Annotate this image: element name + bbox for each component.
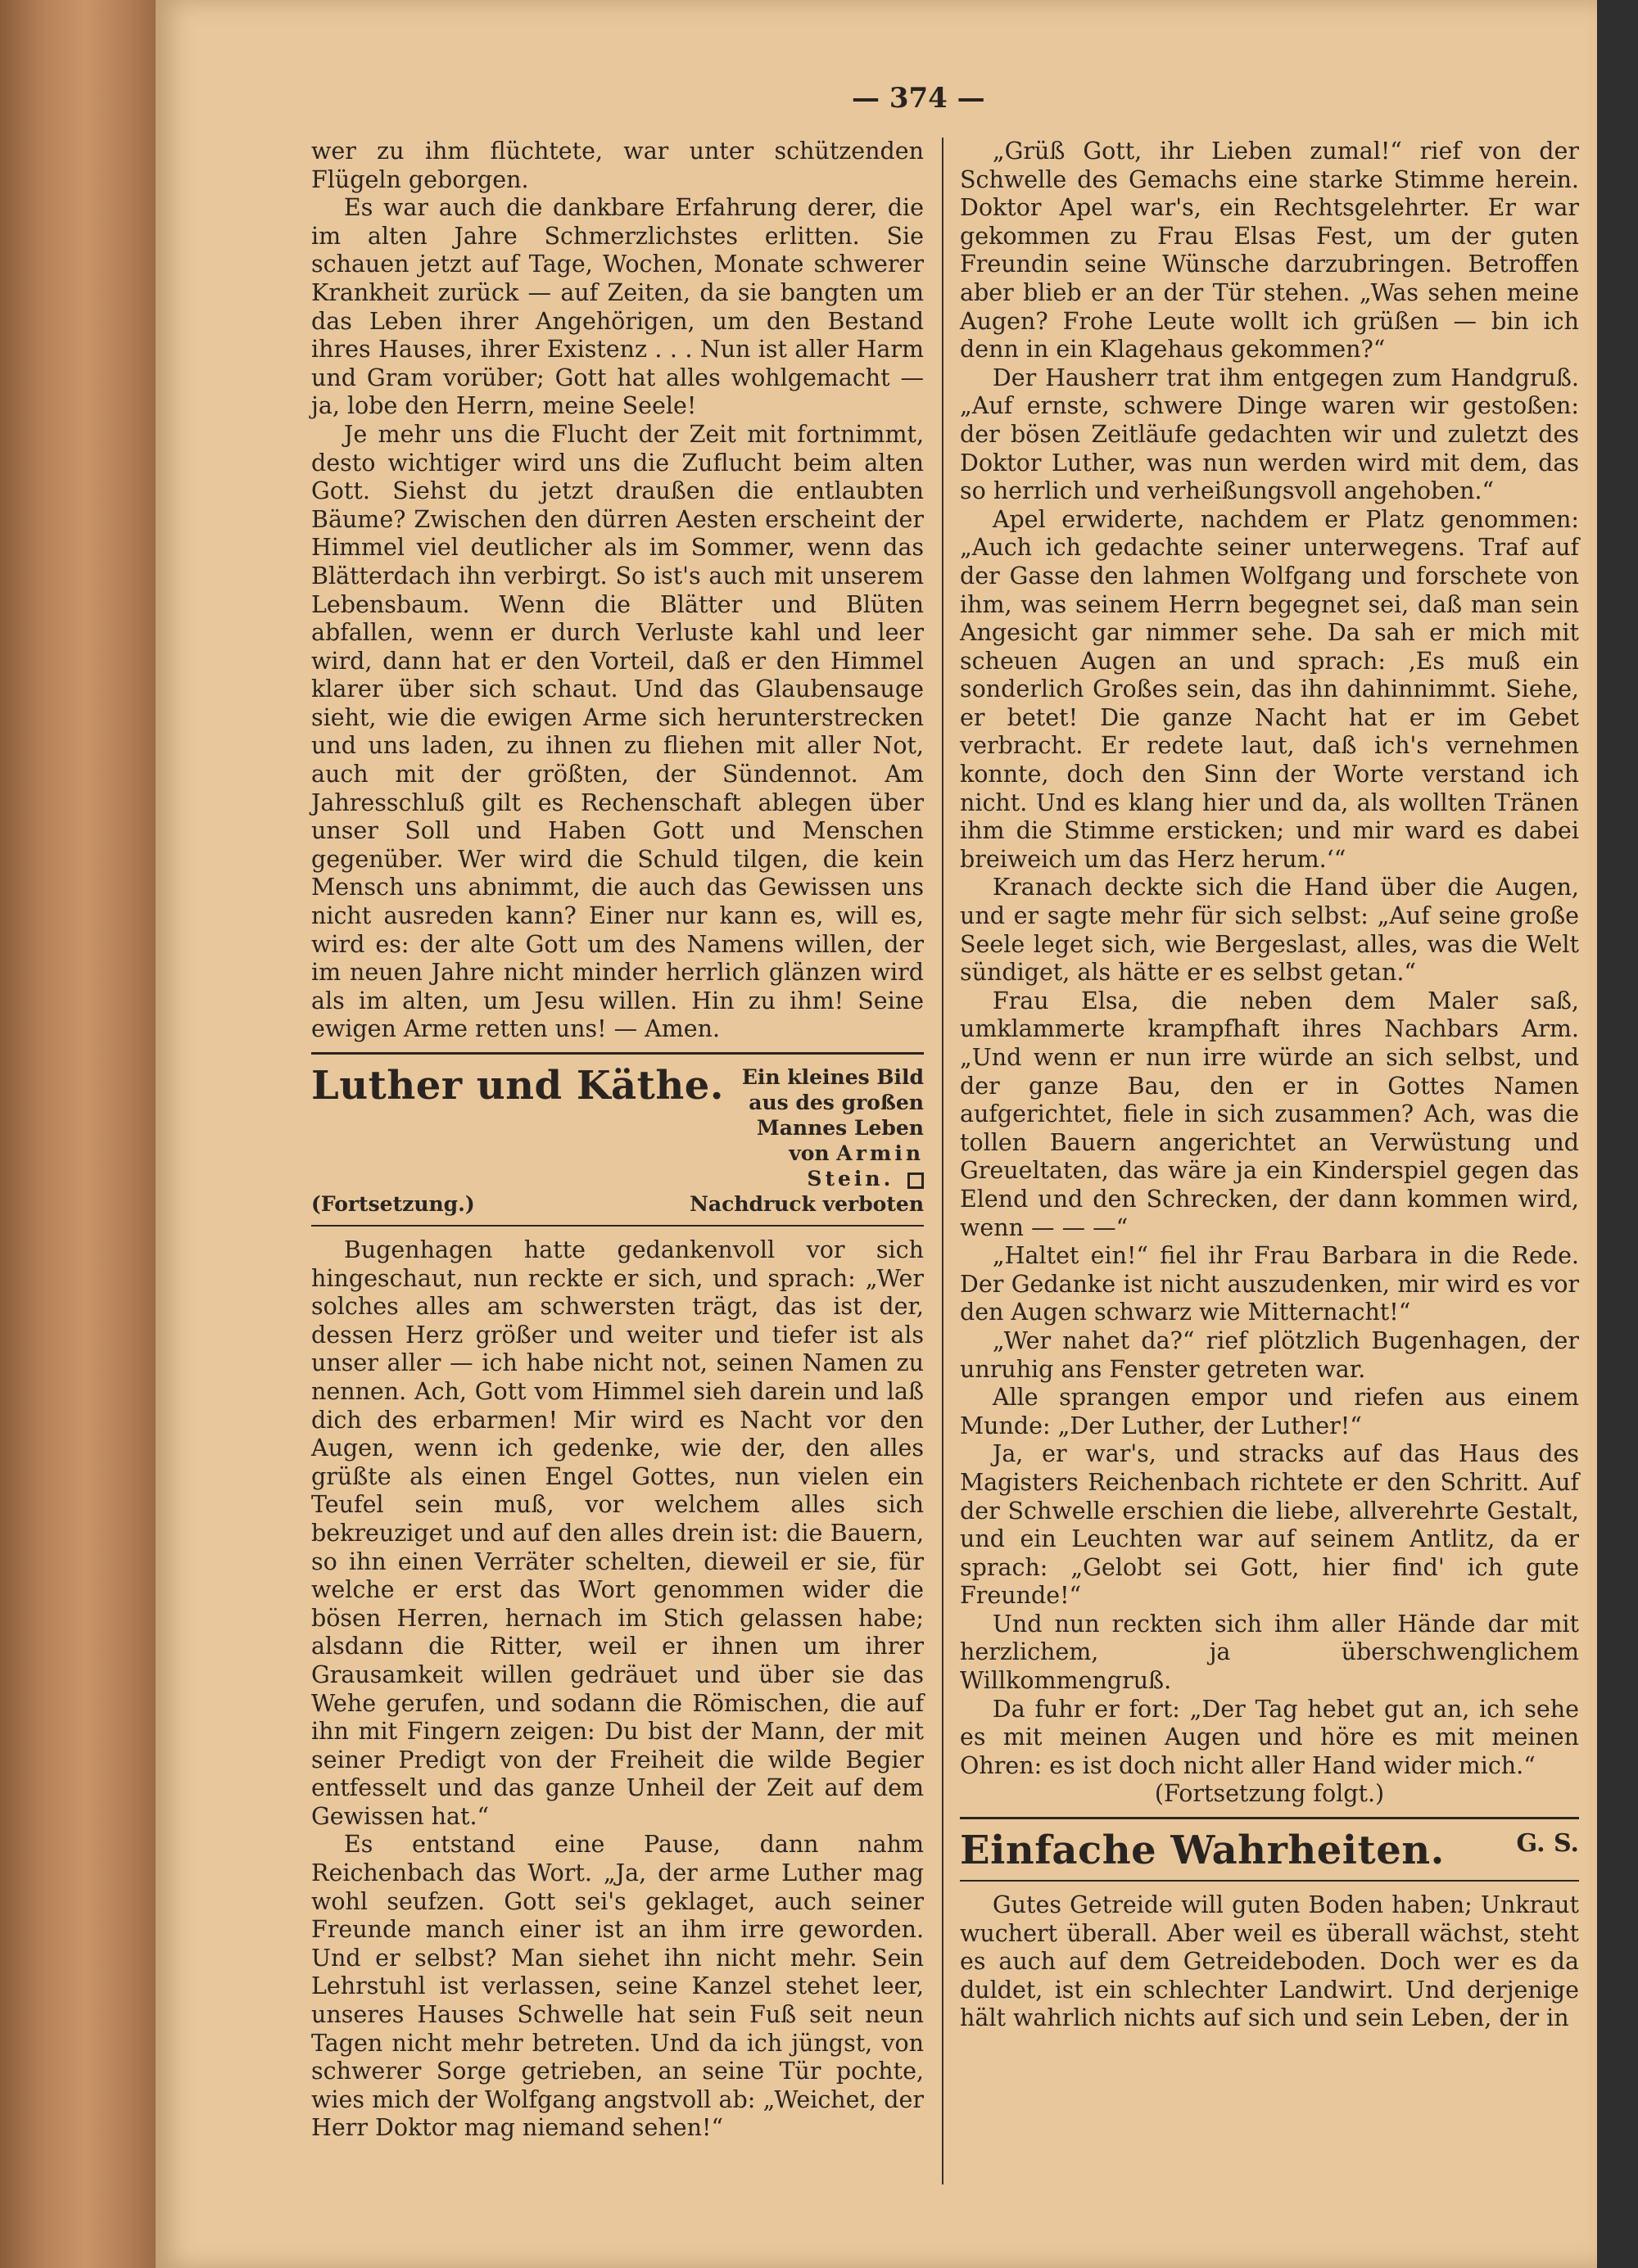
page-number: — 374 —: [852, 82, 985, 115]
paragraph: Der Hausherr trat ihm entgegen zum Handgruß. „Auf ernste, schwere Dinge waren wir gestoßen: der bösen Zeitläufe gedachten wir und zuletzt des Doktor Luther, was nun werden wird mit dem, das so herrlich und verheißungsvoll angehoben.“: [960, 364, 1579, 505]
right-column: [960, 138, 1579, 2033]
paragraph: Je mehr uns die Flucht der Zeit mit fortnimmt, desto wichtiger wird uns die Zuflucht beim alten Gott. Siehst du jetzt draußen die entlaubten Bäume? Zwischen den dürren Aesten erscheint der Himmel viel deutlicher als im Sommer, wenn das Blätterdach ihn verbirgt. So ist's auch mit unserem Lebensbaum. Wenn die Blätter und Blüten abfallen, wenn er durch Verluste kahl und leer wird, dann hat er den Vorteil, daß er den Himmel klarer über sich schaut. Und das Glaubensauge sieht, wie die ewigen Arme sich herunterstrecken und uns laden, zu ihnen zu fliehen mit aller Not, auch mit der größten, der Sündennot. Am Jahresschluß gilt es Rechenschaft ablegen über unser Soll und Haben Gott und Menschen gegenüber. Wer wird die Schuld tilgen, die kein Mensch uns abnimmt, die auch das Gewissen uns nicht ausreden kann? Einer nur kann es, will es, wird es: der alte Gott um des Namens willen, der im neuen Jahre nicht minder herrlich glänzen wird als im alten, um Jesu willen. Hin zu ihm! Seine ewigen Arme retten uns! — Amen.: [311, 420, 924, 1043]
paragraph: „Grüß Gott, ihr Lieben zumal!“ rief von der Schwelle des Gemachs eine starke Stimme herein. Doktor Apel war's, ein Rechtsgelehrter. Er war gekommen zu Frau Elsas Fest, um der guten Freundin seine Wünsche darzubringen. Betroffen aber blieb er an der Tür stehen. „Was sehen meine Augen? Frohe Leute wollt ich grüßen — bin ich denn in ein Klagehaus gekommen?“: [960, 138, 1579, 364]
continued-label: (Fortsetzung.): [311, 1192, 475, 1216]
paragraph: Apel erwiderte, nachdem er Platz genommen: „Auch ich gedachte seiner unterwegens. Traf auf der Gasse den lahmen Wolfgang und forschete von ihm, was seinem Herrn begegnet sei, daß man sein Angesicht gar nimmer sehe. Da sah er mich mit scheuen Augen an und sprach: ‚Es muß ein sonderlich Großes sein, das ihn dahinnimmt. Siehe, er betet! Die ganze Nacht hat er im Gebet verbracht. Er redete laut, daß ich's vernehmen konnte, doch den Sinn der Worte verstand ich nicht. Und es klang hier und da, als wollten Tränen ihm die Stimme ersticken; und mir ward es dabei breiweich um das Herz herum.‘“: [960, 505, 1579, 873]
paragraph: Es entstand eine Pause, dann nahm Reichenbach das Wort. „Ja, der arme Luther mag wohl seufzen. Gott sei's geklaget, auch seiner Freunde manch einer ist an ihm irre geworden. Und er selbst? Man siehet ihn nicht mehr. Sein Lehrstuhl ist verlassen, seine Kanzel stehet leer, unseres Hauses Schwelle hat sein Fuß seit neun Tagen nicht mehr betreten. Und da ich jüngst, von schwerer Sorge getrieben, an seine Tür pochte, wies mich der Wolfgang angstvoll ab: „Weichet, der Herr Doktor mag niemand sehen!“: [311, 1831, 924, 2142]
book-edge: [0, 0, 156, 2268]
heading-rule: [311, 1225, 924, 1227]
left-column: [311, 138, 924, 2143]
section-rule: [960, 1817, 1579, 1819]
heading-rule: [960, 1880, 1579, 1882]
paragraph: Ja, er war's, und stracks auf das Haus des Magisters Reichenbach richtete er den Schritt. Auf der Schwelle erschien die liebe, allverehrte Gestalt, und ein Leuchten war auf seinem Antlitz, da er sprach: „Gelobt sei Gott, hier find' ich gute Freunde!“: [960, 1440, 1579, 1610]
square-ornament-icon: [907, 1172, 924, 1189]
paragraph: Da fuhr er fort: „Der Tag hebet gut an, ich sehe es mit meinen Augen und höre es mit meinen Ohren: es ist doch nicht aller Hand wider mich.“: [960, 1695, 1579, 1779]
article-subtitle-text: Ein kleines Bild aus des großen Mannes Leben von: [741, 1065, 924, 1165]
paragraph: Frau Elsa, die neben dem Maler saß, umklammerte krampfhaft ihres Nachbars Arm. „Und wenn er nun irre würde an sich selbst, und der ganze Bau, den er in Gottes Namen aufgerichtet, fiele in sich zusammen? Ach, was die tollen Bauern angerichtet an Verwüstung und Greueltaten, das wäre ja ein Kinderspiel gegen das Elend und den Schrecken, der dann kommen wird, wenn — — —“: [960, 987, 1579, 1241]
article-heading: [311, 1064, 924, 1191]
article-author: Armin Stein.: [807, 1141, 924, 1190]
paragraph: Alle sprangen empor und riefen aus einem Munde: „Der Luther, der Luther!“: [960, 1384, 1579, 1439]
paragraph: „Haltet ein!“ fiel ihr Frau Barbara in die Rede. Der Gedanke ist nicht auszudenken, mir wird es vor den Augen schwarz wie Mitternacht!“: [960, 1242, 1579, 1326]
paragraph: Es war auch die dankbare Erfahrung derer, die im alten Jahre Schmerzlichstes erlitten. Sie schauen jetzt auf Tage, Wochen, Monate schwerer Krankheit zurück — auf Zeiten, da sie bangten um das Leben ihrer Angehörigen, um den Bestand ihres Hauses, ihrer Existenz . . . Nun ist aller Harm und Gram vorüber; Gott hat alles wohlgemacht — ja, lobe den Herrn, meine Seele!: [311, 194, 924, 420]
continued-footer: (Fortsetzung folgt.): [1154, 1780, 1385, 1808]
section-rule: [311, 1052, 924, 1055]
paragraph: Gutes Getreide will guten Boden haben; Unkraut wuchert überall. Aber weil es überall wächst, steht es auch auf dem Getreideboden. Doch wer es da duldet, ist ein schlechter Landwirt. Und derjenige hält wahrlich nichts auf sich und sein Leben, der in: [960, 1891, 1579, 2032]
paragraph: Bugenhagen hatte gedankenvoll vor sich hingeschaut, nun reckte er sich, und sprach: „Wer solches alles am schwersten trägt, das ist der, dessen Herz größer und weiter und tiefer ist als unser aller — ich habe nicht not, seinen Namen zu nennen. Ach, Gott vom Himmel sieh darein und laß dich des erbarmen! Mir wird es Nacht vor den Augen, wenn ich gedenke, wie der, den alles grüßte als einen Engel Gottes, nun vielen ein Teufel sein muß, vor welchem alles sich bekreuziget und auf den alles drein ist: die Bauern, so ihn einen Verräter schelten, dieweil er sie, für welche er erst das Wort genommen wider die bösen Herren, hernach im Stich gelassen habe; alsdann die Ritter, weil er ihnen um ihrer Grausamkeit willen gedräuet und über sie das Wehe gerufen, und sodann die Römischen, die auf ihn mit Fingern zeigen: Du bist der Mann, der mit seiner Predigt von der Freiheit die wilde Begier entfesselt und das ganze Unheil der Zeit auf dem Gewissen hat.“: [311, 1236, 924, 1830]
article2-heading: [960, 1829, 1579, 1872]
article2-signature: G. S.: [1516, 1829, 1579, 1859]
paragraph: Kranach deckte sich die Hand über die Augen, und er sagte mehr für sich selbst: „Auf seine große Seele leget sich, wie Bergeslast, alles, was die Welt sündiget, als hätte er es selbst getan.“: [960, 874, 1579, 987]
article-meta: [311, 1191, 924, 1217]
paragraph: wer zu ihm flüchtete, war unter schützenden Flügeln geborgen.: [311, 138, 924, 193]
article-title: Luther und Käthe.: [311, 1063, 724, 1109]
paragraph: Und nun reckten sich ihm aller Hände dar mit herzlichem, ja überschwenglichem Willkommengruß.: [960, 1610, 1579, 1695]
article-subtitle: [724, 1064, 924, 1191]
article2-title: Einfache Wahrheiten.: [960, 1828, 1445, 1874]
reprint-notice: Nachdruck verboten: [690, 1192, 924, 1216]
column-divider: [942, 138, 943, 2184]
paragraph: „Wer nahet da?“ rief plötzlich Bugenhagen, der unruhig ans Fenster getreten war.: [960, 1326, 1579, 1383]
